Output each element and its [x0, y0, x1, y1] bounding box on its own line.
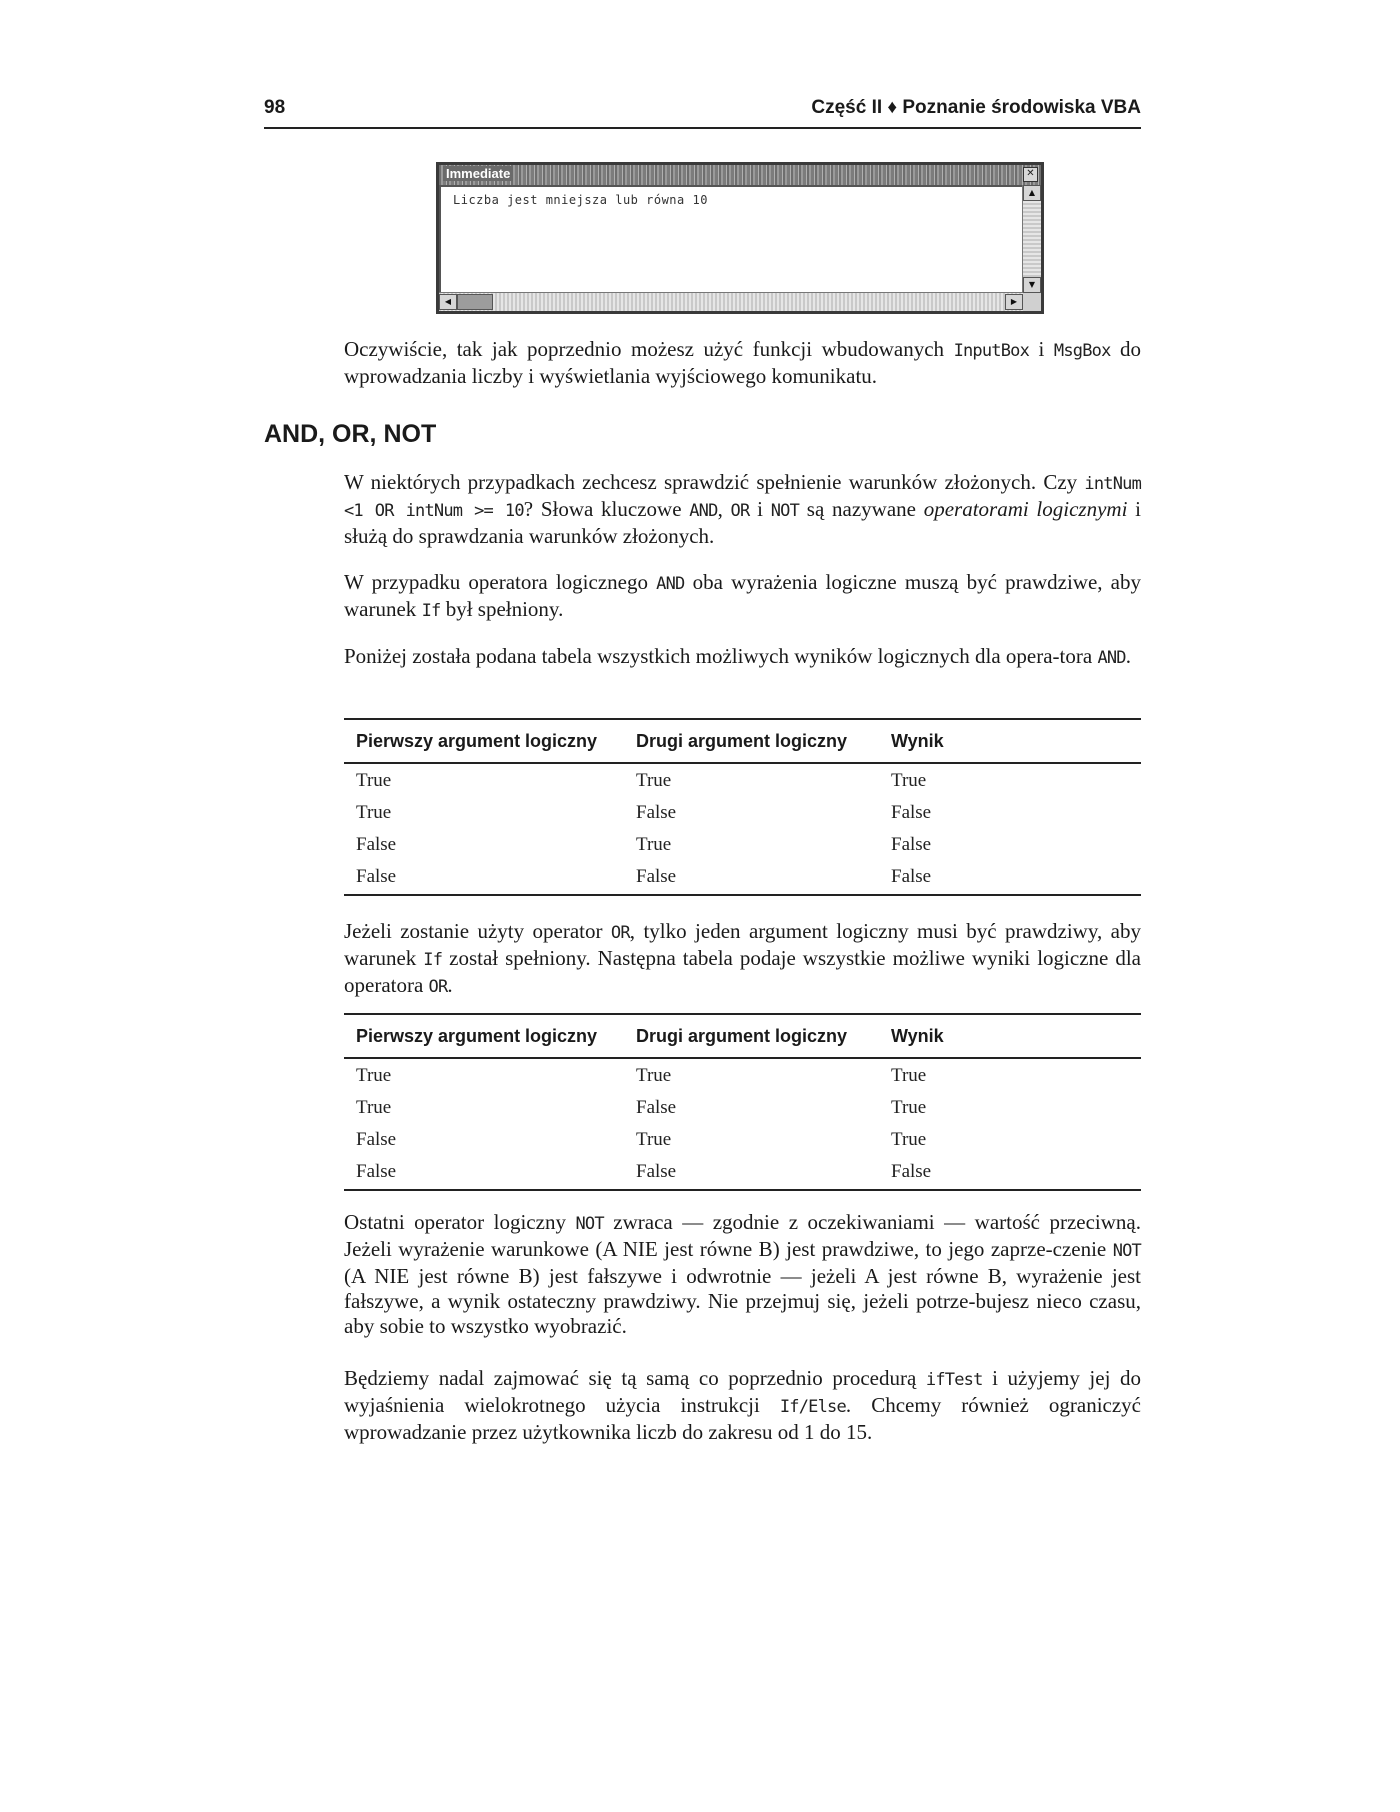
table-cell: False [356, 1129, 397, 1150]
text-run: W przypadku operatora logicznego [344, 570, 657, 594]
table-cell: False [891, 866, 932, 887]
table-cell: False [356, 866, 397, 887]
immediate-output-line: Liczba jest mniejsza lub równa 10 [453, 193, 708, 207]
horizontal-scroll-thumb[interactable] [457, 294, 493, 310]
vertical-scrollbar[interactable] [1022, 185, 1041, 293]
scrollbar-corner [1023, 293, 1041, 311]
text-run: Oczywiście, tak jak poprzednio możesz użyć funkcji wbudowanych [344, 337, 954, 361]
paragraph-operators [344, 470, 1141, 549]
text-run: są nazywane [799, 497, 924, 521]
code-if-else: If/Else [779, 1397, 846, 1417]
code-msgbox: MsgBox [1053, 341, 1111, 361]
text-run: i użyjemy jej do wyjaśnienia wielokrotnego użycia instrukcji [344, 1366, 1142, 1417]
table-top-rule [344, 718, 1141, 720]
scroll-up-icon[interactable]: ▲ [1023, 185, 1041, 201]
table-top-rule [344, 1013, 1141, 1015]
code-if: If [423, 950, 443, 970]
table-header-rule [344, 762, 1141, 764]
table-cell: True [891, 1097, 927, 1118]
page-number: 98 [264, 97, 286, 118]
text-run: i [749, 497, 771, 521]
text-run: Poniżej została podana tabela wszystkich możliwych wyników logicznych dla opera-tora [344, 644, 1098, 668]
paragraph-or [344, 919, 1141, 1000]
table-cell: False [636, 1097, 677, 1118]
code-not: NOT [575, 1214, 604, 1234]
paragraph-and-table-intro [344, 644, 1141, 671]
column-header: Wynik [891, 731, 944, 751]
term-logical-operators: operatorami logicznymi [923, 497, 1128, 521]
immediate-window-titlebar [439, 165, 1041, 185]
table-cell: True [636, 1065, 672, 1086]
running-header [264, 97, 1141, 129]
table-cell: False [891, 834, 932, 855]
code-if: If [421, 601, 441, 621]
text-run: oba wyrażenia logiczne muszą być prawdziwe, aby warunek [344, 570, 1142, 621]
immediate-window-output[interactable] [439, 185, 1023, 293]
immediate-window [436, 162, 1044, 314]
text-run: Jeżeli zostanie użyty operator [344, 919, 611, 943]
table-bottom-rule [344, 1189, 1141, 1191]
code-iftest: ifTest [925, 1370, 983, 1390]
text-run: , tylko jeden argument logiczny musi być prawdziwy, aby warunek [344, 919, 1141, 970]
text-run: W niektórych przypadkach zechcesz sprawdzić spełnienie warunków złożonych. Czy [344, 470, 1085, 494]
column-header: Pierwszy argument logiczny [356, 731, 598, 751]
paragraph-not [344, 1210, 1141, 1339]
table-cell: False [356, 1161, 397, 1182]
text-run: został spełniony. Następna tabela podaje wszystkie możliwe wyniki logiczne dla operatora [344, 946, 1141, 997]
text-run: był spełniony. [440, 597, 564, 621]
code-not: NOT [770, 501, 800, 521]
code-inputbox: InputBox [953, 341, 1030, 361]
table-cell: False [636, 866, 677, 887]
text-run: . [1125, 644, 1131, 668]
text-run: (A NIE jest równe B) jest fałszywe i odwrotnie — jeżeli A jest równe B, wyrażenie jest fałszywe, a wynik ostateczny prawdziwy. Nie przejmuj się, jeżeli potrze-bujesz nieco czasu, aby sobie to wszystko wyobrazić. [344, 1264, 1141, 1338]
immediate-window-title: Immediate [443, 166, 513, 181]
or-truth-table [344, 1013, 1141, 1189]
and-truth-table [344, 718, 1141, 894]
table-header-rule [344, 1057, 1141, 1059]
text-run: , [717, 497, 731, 521]
table-cell: True [891, 1065, 927, 1086]
text-run: ? Słowa kluczowe [523, 497, 690, 521]
table-cell: True [356, 770, 392, 791]
column-header: Wynik [891, 1026, 944, 1046]
text-run: . Chcemy również ograniczyć wprowadzanie przez użytkownika liczb do zakresu od 1 do 15. [344, 1393, 1142, 1444]
code-and: AND [1097, 648, 1126, 668]
paragraph-and [344, 570, 1141, 624]
table-cell: True [636, 770, 672, 791]
column-header: Drugi argument logiczny [636, 731, 848, 751]
table-cell: True [356, 1097, 392, 1118]
running-title: Część II ♦ Poznanie środowiska VBA [811, 97, 1141, 118]
text-run: . [447, 973, 453, 997]
column-header: Drugi argument logiczny [636, 1026, 848, 1046]
text-run: Ostatni operator logiczny [344, 1210, 576, 1234]
close-icon[interactable]: ✕ [1023, 167, 1038, 182]
text-run: i [1029, 337, 1054, 361]
section-heading: AND, OR, NOT [264, 420, 437, 448]
code-or: OR [428, 977, 448, 997]
code-or: OR [610, 923, 630, 943]
table-cell: False [636, 1161, 677, 1182]
table-cell: False [891, 802, 932, 823]
table-cell: False [636, 802, 677, 823]
scroll-left-icon[interactable]: ◀ [439, 294, 457, 310]
text-run: i służą do sprawdzania warunków złożonych. [344, 497, 1141, 548]
scroll-right-icon[interactable]: ▶ [1005, 294, 1023, 310]
table-cell: False [356, 834, 397, 855]
table-cell: False [891, 1161, 932, 1182]
code-and: AND [689, 501, 718, 521]
code-not: NOT [1112, 1241, 1141, 1261]
scroll-down-icon[interactable]: ▼ [1023, 277, 1041, 293]
column-header: Pierwszy argument logiczny [356, 1026, 598, 1046]
text-run: zwraca — zgodnie z oczekiwaniami — wartość przeciwną. Jeżeli wyrażenie warunkowe (A NIE jest równe B) jest prawdziwe, to jego zaprze-czenie [344, 1210, 1141, 1261]
text-run: do wprowadzania liczby i wyświetlania wyjściowego komunikatu. [344, 337, 1141, 388]
text-run: Będziemy nadal zajmować się tą samą co poprzednio procedurą [344, 1366, 926, 1390]
table-cell: True [636, 1129, 672, 1150]
paragraph-intro [344, 337, 1141, 389]
code-or: OR [730, 501, 750, 521]
code-and: AND [656, 574, 685, 594]
paragraph-iftest [344, 1366, 1141, 1445]
table-cell: True [356, 802, 392, 823]
code-condition: intNum <1 OR intNum >= 10 [344, 474, 1141, 521]
table-cell: True [891, 770, 927, 791]
table-cell: True [891, 1129, 927, 1150]
table-cell: True [356, 1065, 392, 1086]
table-cell: True [636, 834, 672, 855]
horizontal-scrollbar[interactable] [439, 292, 1023, 311]
table-bottom-rule [344, 894, 1141, 896]
